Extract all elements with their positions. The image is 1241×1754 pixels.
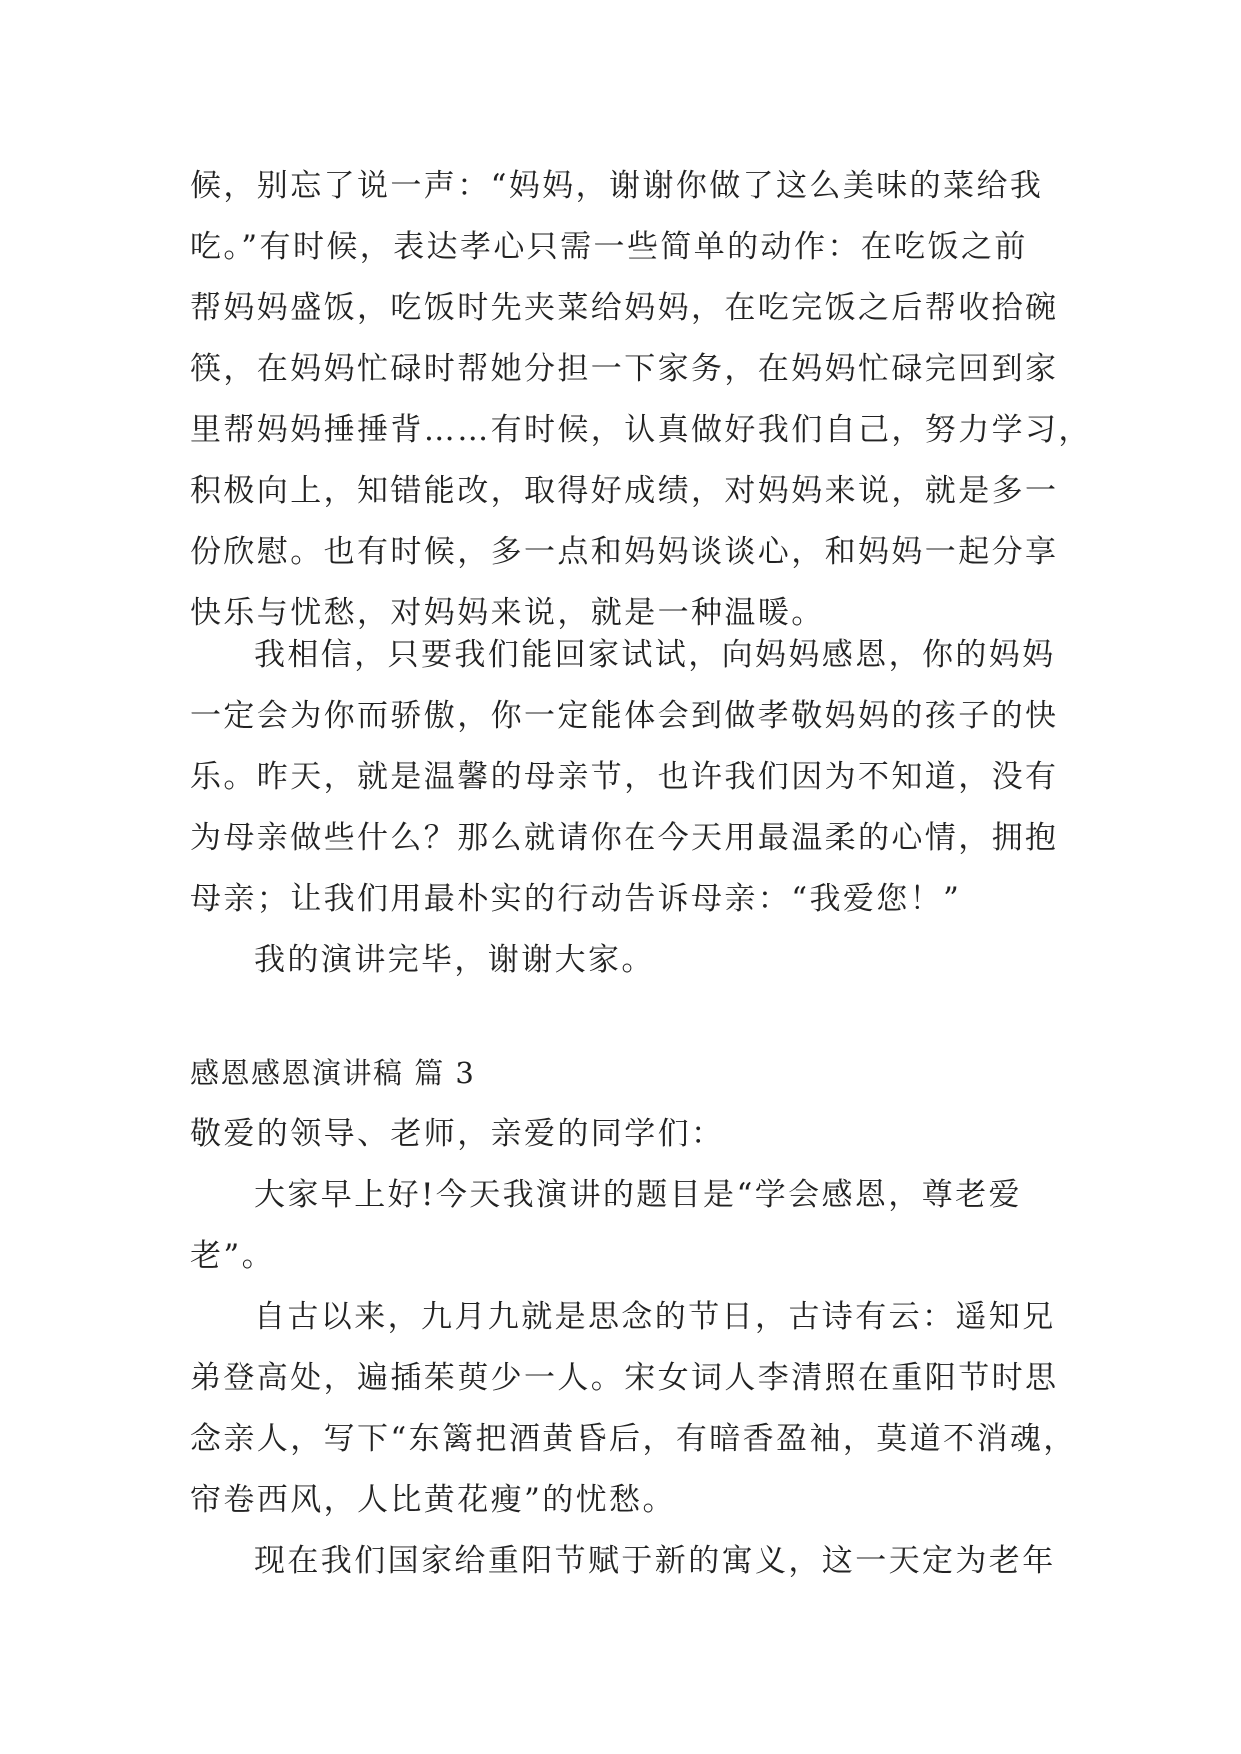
- text-line: 乐。昨天，就是温馨的母亲节，也许我们因为不知道，没有: [190, 759, 1059, 795]
- text-line: 筷，在妈妈忙碌时帮她分担一下家务，在妈妈忙碌完回到家: [190, 351, 1059, 387]
- paragraph-first-line: 我的演讲完毕，谢谢大家。: [254, 942, 655, 978]
- text-line: 帘卷西风，人比黄花瘦”的忧愁。: [190, 1482, 676, 1518]
- text-line: 候，别忘了说一声：“妈妈，谢谢你做了这么美味的菜给我: [190, 168, 1044, 204]
- text-line: 吃。”有时候，表达孝心只需一些简单的动作：在吃饭之前: [190, 229, 1028, 265]
- paragraph-first-line: 自古以来，九月九就是思念的节日，古诗有云：遥知兄: [254, 1299, 1056, 1335]
- text-line: 弟登高处，遍插茱萸少一人。宋女词人李清照在重阳节时思: [190, 1360, 1059, 1396]
- text-line: 老”。: [190, 1238, 276, 1274]
- text-line: 里帮妈妈捶捶背……有时候，认真做好我们自己，努力学习，: [190, 412, 1092, 448]
- text-line: 念亲人，写下“东篱把酒黄昏后，有暗香盈袖，莫道不消魂，: [190, 1421, 1077, 1457]
- section-heading: 感恩感恩演讲稿 篇 3: [190, 1056, 476, 1090]
- text-line: 帮妈妈盛饭，吃饭时先夹菜给妈妈，在吃完饭之后帮收拾碗: [190, 290, 1059, 326]
- text-line: 一定会为你而骄傲，你一定能体会到做孝敬妈妈的孩子的快: [190, 698, 1059, 734]
- text-line: 母亲；让我们用最朴实的行动告诉母亲：“我爱您！”: [190, 881, 962, 917]
- paragraph-first-line: 我相信，只要我们能回家试试，向妈妈感恩，你的妈妈: [254, 637, 1056, 673]
- paragraph-first-line: 大家早上好!今天我演讲的题目是“学会感恩，尊老爱: [254, 1177, 1022, 1213]
- text-line: 份欣慰。也有时候，多一点和妈妈谈谈心，和妈妈一起分享: [190, 534, 1059, 570]
- text-line: 为母亲做些什么？那么就请你在今天用最温柔的心情，拥抱: [190, 820, 1059, 856]
- text-line: 积极向上，知错能改，取得好成绩，对妈妈来说，就是多一: [190, 473, 1059, 509]
- paragraph-first-line: 现在我们国家给重阳节赋于新的寓义，这一天定为老年: [254, 1543, 1056, 1579]
- salutation: 敬爱的领导、老师，亲爱的同学们：: [190, 1116, 725, 1152]
- text-line: 快乐与忧愁，对妈妈来说，就是一种温暖。: [190, 595, 825, 631]
